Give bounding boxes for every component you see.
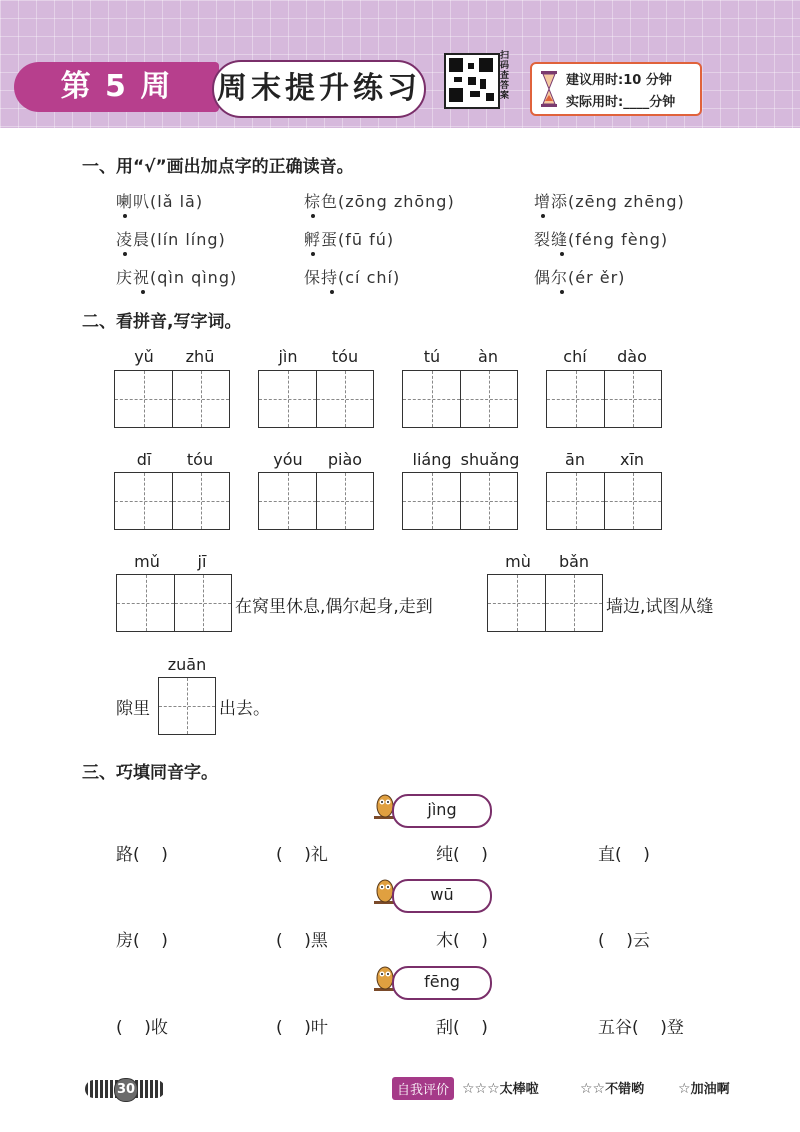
pinyin-label: tóu [186, 450, 214, 469]
pinyin-label: tú [423, 347, 441, 366]
page-number-badge [85, 1080, 165, 1098]
time-box [530, 62, 702, 116]
page-title: 周末提升练习 [212, 60, 426, 118]
week-label: 第 5 周 [14, 62, 219, 112]
pinyin-label: dī [136, 450, 152, 469]
homophone-blank[interactable]: 路( ) [116, 845, 168, 865]
pinyin-choice[interactable]: 棕色(zōng zhōng) [304, 192, 455, 211]
pinyin-sticker: fēng [392, 966, 492, 1000]
page-number: 30 [114, 1078, 138, 1102]
writing-box[interactable] [158, 677, 216, 735]
pinyin-choice[interactable]: 凌晨(lín líng) [116, 230, 226, 249]
writing-box[interactable] [258, 472, 374, 530]
pinyin-label: bǎn [558, 552, 590, 571]
star-icon: ☆ [678, 1081, 691, 1097]
pinyin-label: chí [563, 347, 587, 366]
qr-code-icon[interactable] [444, 53, 500, 109]
homophone-blank[interactable]: 木( ) [436, 931, 488, 951]
eval-option-keep-going[interactable] [678, 1078, 730, 1097]
pinyin-label: yǔ [134, 347, 154, 366]
homophone-blank[interactable]: ( )礼 [276, 845, 328, 865]
sentence-text: 在窝里休息,偶尔起身,走到 [235, 597, 433, 617]
pinyin-label: xīn [619, 450, 645, 469]
pinyin-sticker: wū [392, 879, 492, 913]
pinyin-label: liáng [412, 450, 452, 469]
pinyin-label: mǔ [134, 552, 160, 571]
pinyin-label: zhū [185, 347, 215, 366]
sentence-text: 出去。 [219, 699, 270, 719]
emphasis-dot [330, 290, 334, 294]
pinyin-choice[interactable]: 庆祝(qìn qìng) [116, 268, 238, 287]
pinyin-label: tóu [331, 347, 359, 366]
eval-label: 加油啊 [690, 1082, 730, 1097]
writing-box[interactable] [114, 472, 230, 530]
writing-box[interactable] [402, 472, 518, 530]
emphasis-dot [311, 252, 315, 256]
section1-title: 一、用“√”画出加点字的正确读音。 [82, 157, 354, 177]
sentence-text: 墙边,试图从缝 [606, 597, 714, 617]
pinyin-choice[interactable]: 喇叭(lǎ lā) [116, 192, 204, 211]
section3-title: 三、巧填同音字。 [82, 763, 218, 783]
pinyin-label: mù [505, 552, 531, 571]
writing-box[interactable] [258, 370, 374, 428]
pinyin-choice[interactable]: 孵蛋(fū fú) [304, 230, 395, 249]
actual-time: 实际用时:____分钟 [566, 95, 676, 110]
pinyin-label: dào [617, 347, 647, 366]
suggested-time: 建议用时:10 分钟 [566, 73, 672, 88]
pinyin-label: jìn [278, 347, 298, 366]
section2-title: 二、看拼音,写字词。 [82, 312, 242, 332]
pinyin-label: yóu [273, 450, 303, 469]
homophone-blank[interactable]: 五谷( )登 [598, 1018, 684, 1038]
emphasis-dot [311, 214, 315, 218]
pinyin-sticker: jìng [392, 794, 492, 828]
hourglass-icon [540, 71, 558, 107]
homophone-blank[interactable]: 直( ) [598, 845, 650, 865]
pinyin-label: piào [327, 450, 363, 469]
pinyin-label: zuān [167, 655, 207, 674]
sentence-text: 隙里 [116, 699, 150, 719]
homophone-blank[interactable]: 纯( ) [436, 845, 488, 865]
writing-box[interactable] [114, 370, 230, 428]
writing-box[interactable] [116, 574, 232, 632]
eval-label: 太棒啦 [499, 1082, 539, 1097]
writing-box[interactable] [402, 370, 518, 428]
eval-option-good[interactable] [580, 1078, 644, 1097]
pinyin-label: shuǎng [460, 450, 520, 469]
pinyin-choice[interactable]: 裂缝(féng fèng) [534, 230, 669, 249]
pinyin-choice[interactable]: 保持(cí chí) [304, 268, 401, 287]
writing-box[interactable] [546, 472, 662, 530]
pinyin-choice[interactable]: 偶尔(ér ěr) [534, 268, 626, 287]
homophone-blank[interactable]: 房( ) [116, 931, 168, 951]
star-icon: ☆☆ [580, 1081, 606, 1097]
emphasis-dot [560, 290, 564, 294]
homophone-blank[interactable]: ( )叶 [276, 1018, 328, 1038]
homophone-blank[interactable]: ( )黑 [276, 931, 328, 951]
eval-label: 不错哟 [605, 1082, 645, 1097]
emphasis-dot [123, 214, 127, 218]
homophone-blank[interactable]: ( )云 [598, 931, 650, 951]
emphasis-dot [560, 252, 564, 256]
writing-box[interactable] [487, 574, 603, 632]
emphasis-dot [541, 214, 545, 218]
emphasis-dot [123, 252, 127, 256]
pinyin-label: ān [565, 450, 585, 469]
eval-option-great[interactable] [462, 1078, 539, 1097]
star-icon: ☆☆☆ [462, 1081, 500, 1097]
writing-box[interactable] [546, 370, 662, 428]
homophone-blank[interactable]: 刮( ) [436, 1018, 488, 1038]
self-eval-label: 自我评价 [392, 1077, 454, 1100]
pinyin-label: jī [197, 552, 207, 571]
qr-label: 扫码查答案 [500, 51, 510, 101]
pinyin-label: àn [478, 347, 498, 366]
pinyin-choice[interactable]: 增添(zēng zhēng) [534, 192, 685, 211]
homophone-blank[interactable]: ( )收 [116, 1018, 168, 1038]
emphasis-dot [141, 290, 145, 294]
